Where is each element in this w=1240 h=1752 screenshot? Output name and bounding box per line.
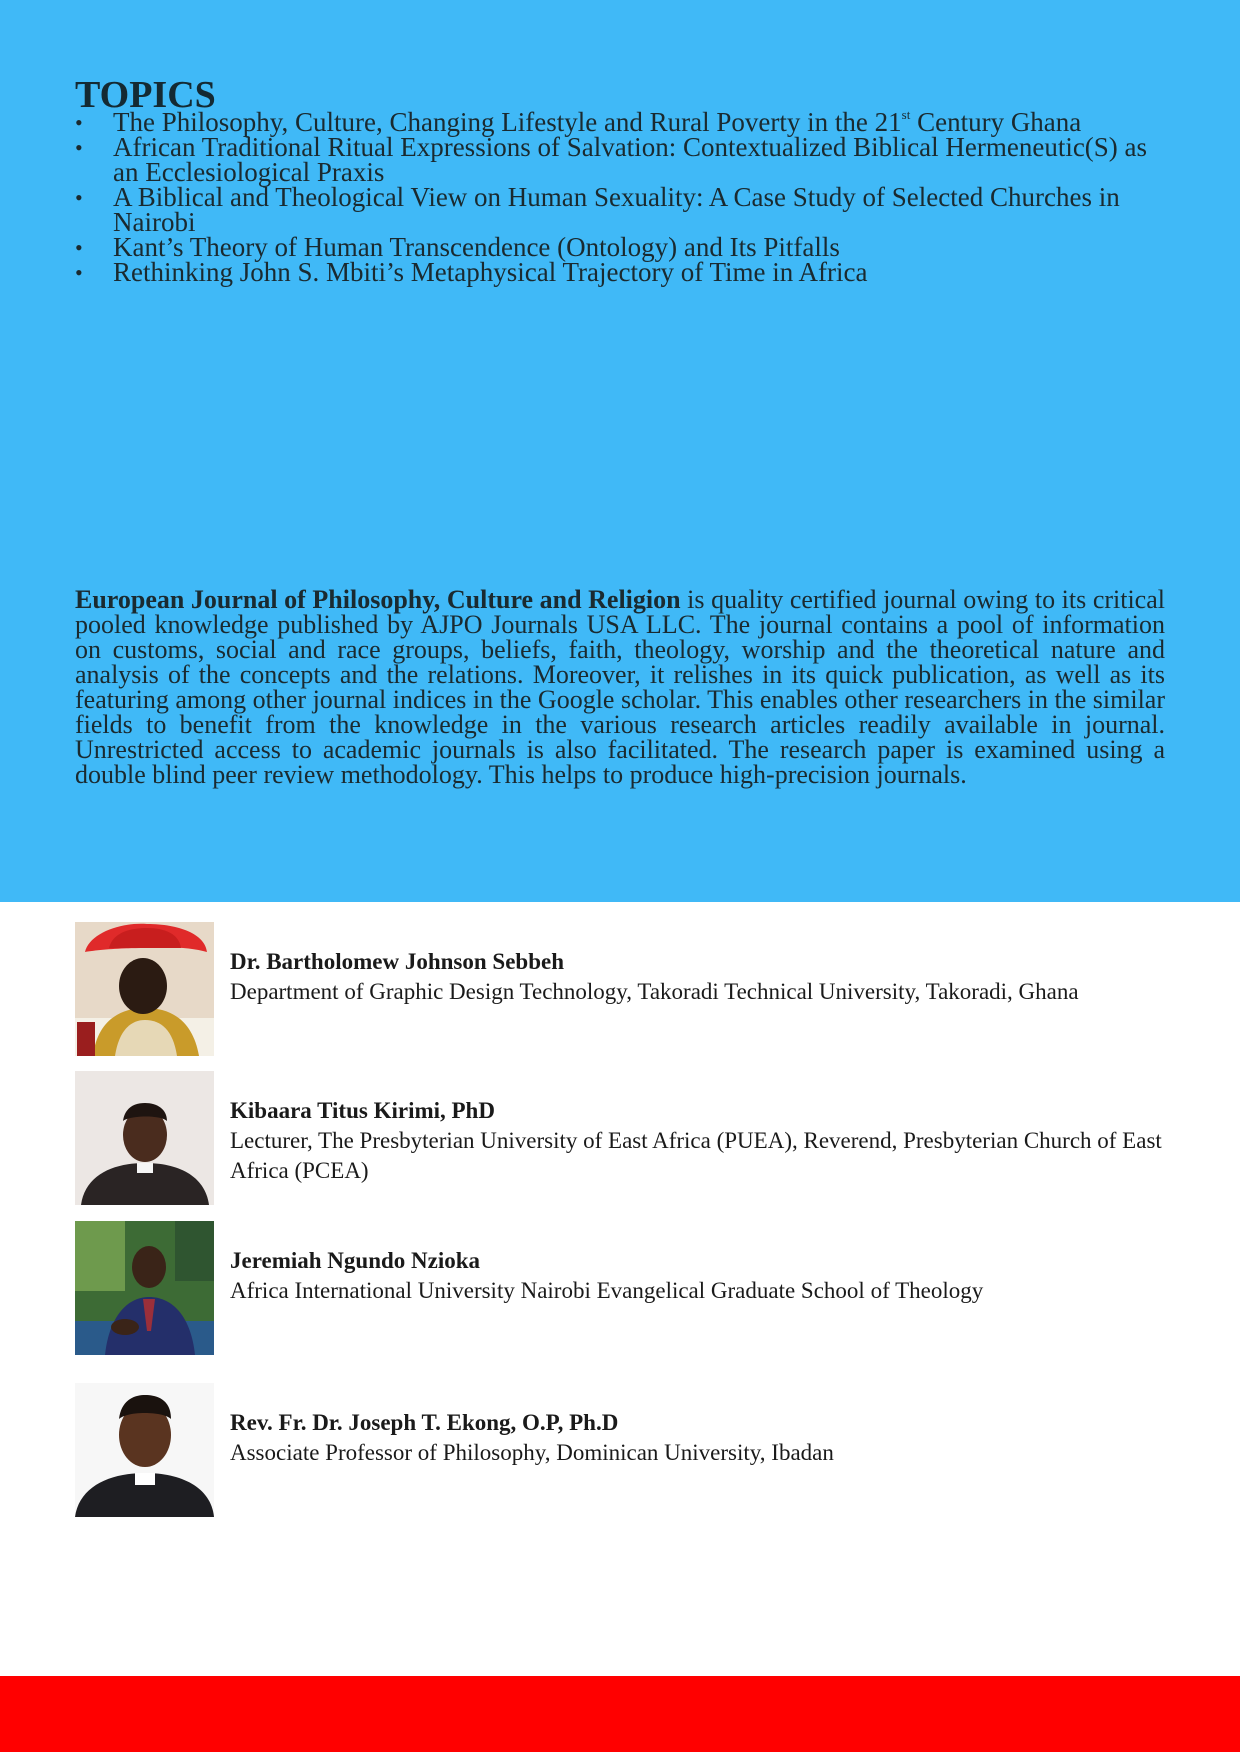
topic-text-tail: Century Ghana <box>910 107 1082 137</box>
topic-text: African Traditional Ritual Expressions of Salvation: Contextualized Biblical Hermeneutic(S) as an Ecclesiological Praxis <box>113 132 1148 187</box>
topic-text: Kant’s Theory of Human Transcendence (Ontology) and Its Pitfalls <box>113 232 840 262</box>
author-card <box>75 1071 1165 1205</box>
portrait-icon <box>75 922 214 1056</box>
author-photo <box>75 922 214 1056</box>
author-photo <box>75 1071 214 1205</box>
author-name: Rev. Fr. Dr. Joseph T. Ekong, O.P, Ph.D <box>230 1410 619 1435</box>
topic-item <box>75 132 1165 187</box>
author-affiliation: Associate Professor of Philosophy, Dominican University, Ibadan <box>230 1440 834 1465</box>
author-card <box>75 1221 1165 1355</box>
author-name: Dr. Bartholomew Johnson Sebbeh <box>230 949 564 974</box>
topic-superscript: st <box>901 107 911 122</box>
author-affiliation: Lecturer, The Presbyterian University of East Africa (PUEA), Reverend, Presbyterian Church of East Africa (PCEA) <box>230 1128 1162 1183</box>
journal-name: European Journal of Philosophy, Culture and Religion <box>75 585 681 614</box>
topics-list <box>75 107 1165 287</box>
topic-item <box>75 182 1165 237</box>
bullet-icon: • <box>75 235 83 260</box>
topic-item <box>75 257 1165 287</box>
author-card <box>75 922 1165 1056</box>
journal-description-body: is quality certified journal owing to its critical pooled knowledge published by AJPO Journals USA LLC. The journal contains a pool of information on customs, social and race groups, beliefs, faith, theology, worship and the theoretical nature and analysis of the concepts and the relations. Moreover, it relishes in its quick publication, as well as its featuring among other journal indices in the Google scholar. This enables other researchers in the similar fields to benefit from the knowledge in the various research articles readily available in journal. Unrestricted access to academic journals is also facilitated. The research paper is examined using a double blind peer review methodology. This helps to produce high-precision journals. <box>75 585 1165 789</box>
author-name: Kibaara Titus Kirimi, PhD <box>230 1098 495 1123</box>
topic-text: The Philosophy, Culture, Changing Lifestyle and Rural Poverty in the 21 <box>113 107 902 137</box>
author-photo <box>75 1383 214 1517</box>
footer-band <box>0 1676 1240 1752</box>
portrait-icon <box>75 1071 214 1205</box>
bullet-icon: • <box>75 135 83 160</box>
portrait-icon <box>75 1221 214 1355</box>
portrait-icon <box>75 1383 214 1517</box>
author-affiliation: Africa International University Nairobi Evangelical Graduate School of Theology <box>230 1278 984 1303</box>
author-photo <box>75 1221 214 1355</box>
author-name: Jeremiah Ngundo Nzioka <box>230 1248 481 1273</box>
author-card <box>75 1383 1165 1517</box>
author-affiliation: Department of Graphic Design Technology, Takoradi Technical University, Takoradi, Ghana <box>230 979 1079 1004</box>
topics-heading: TOPICS <box>75 74 216 116</box>
journal-description <box>75 587 1165 787</box>
bullet-icon: • <box>75 185 83 210</box>
bullet-icon: • <box>75 260 83 285</box>
topic-text: A Biblical and Theological View on Human Sexuality: A Case Study of Selected Churches in Nairobi <box>113 182 1120 237</box>
bullet-icon: • <box>75 110 83 135</box>
topic-text: Rethinking John S. Mbiti’s Metaphysical Trajectory of Time in Africa <box>113 257 868 287</box>
